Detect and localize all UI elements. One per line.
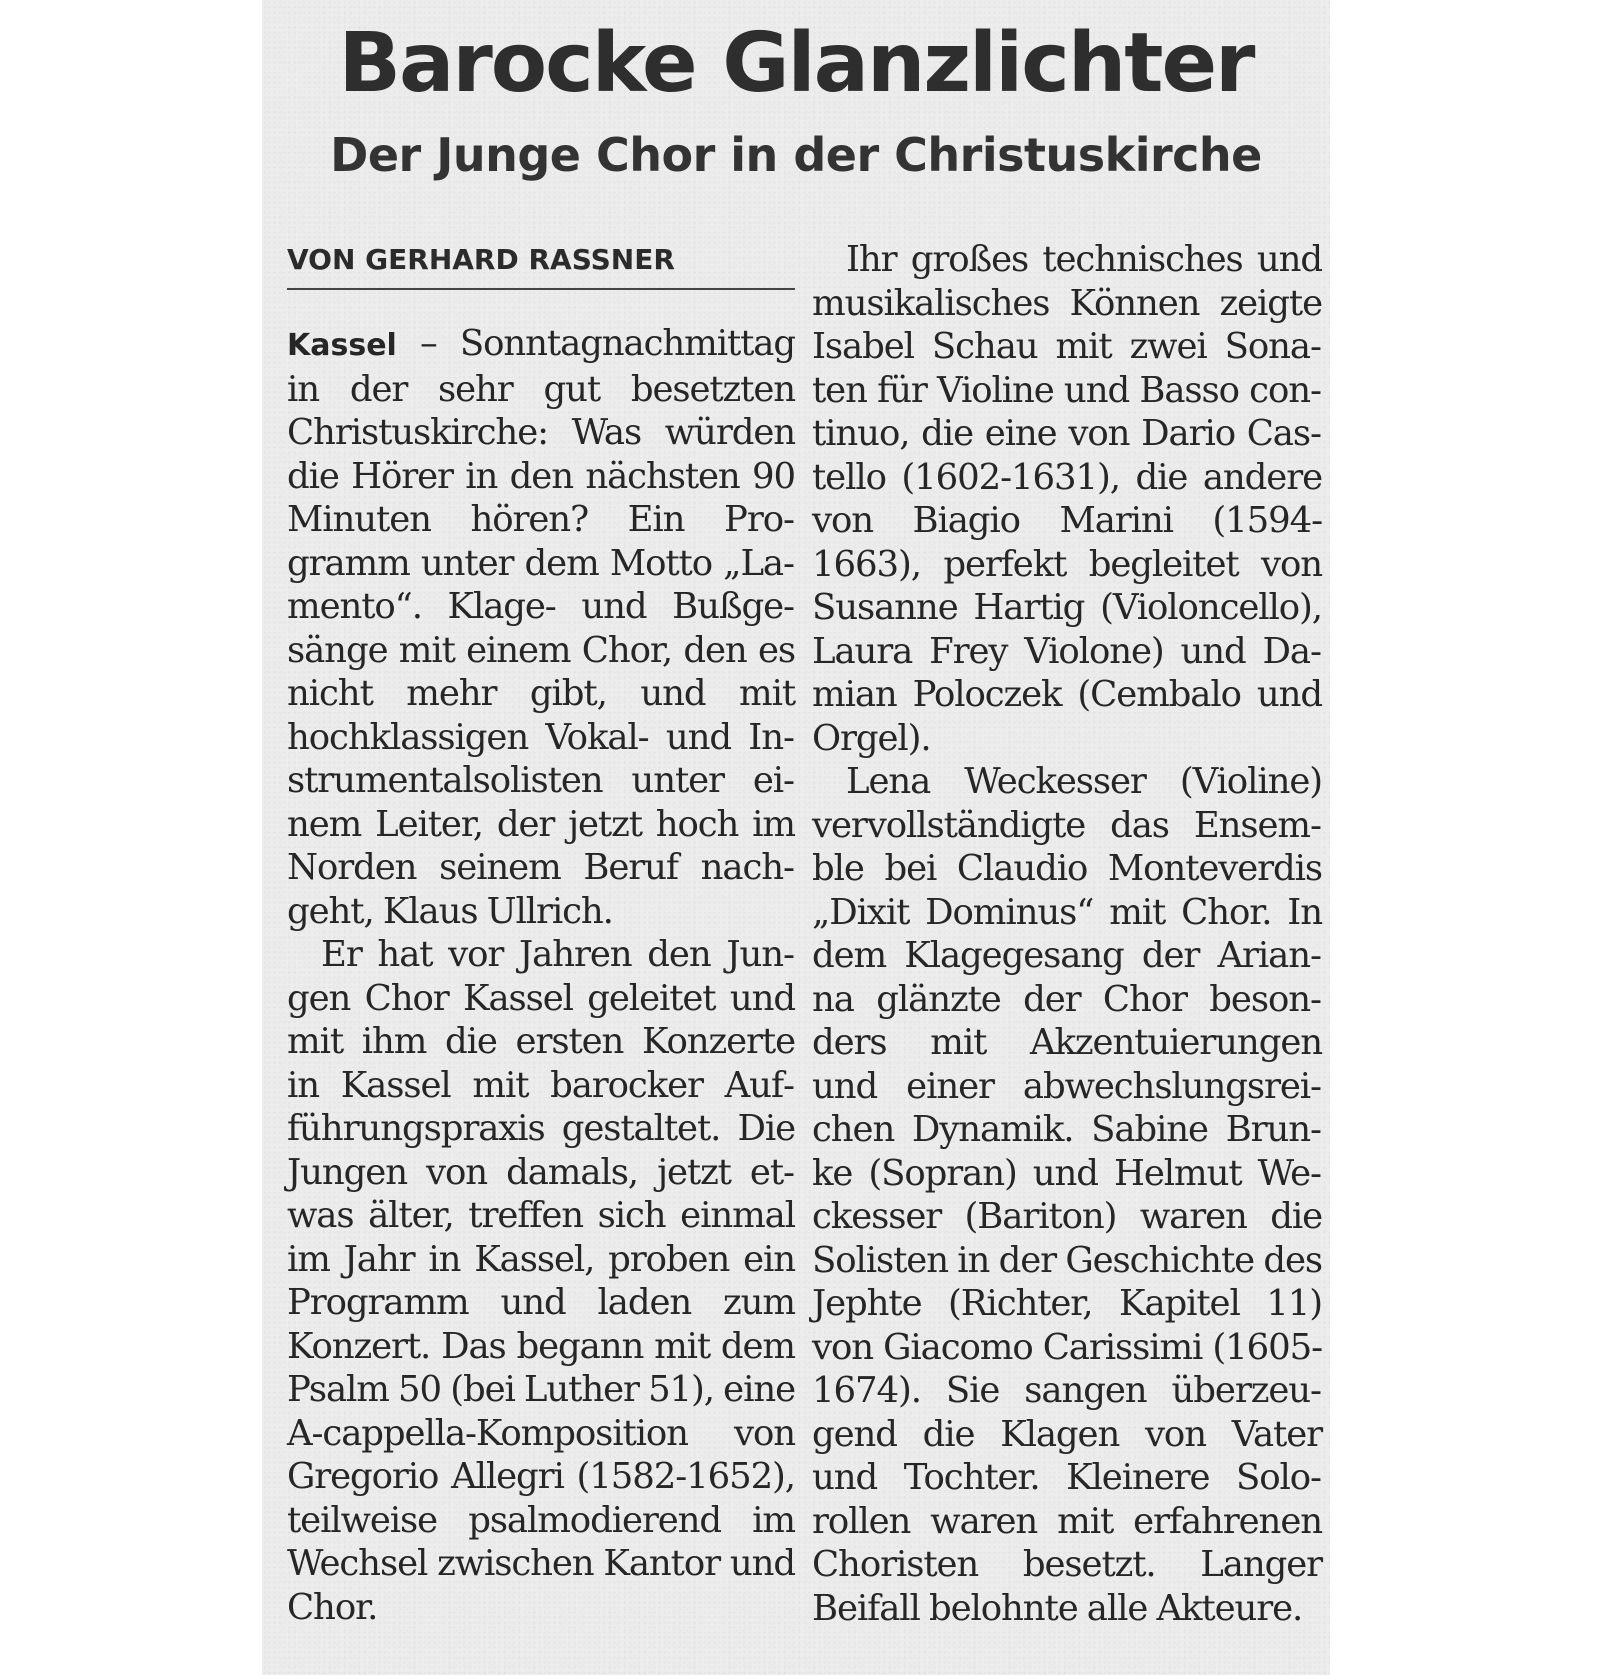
article-headline: Barocke Glanzlichter: [338, 16, 1254, 111]
article-dateline: Kassel: [287, 328, 397, 363]
article-paragraph-2: Er hat vor Jahren den Jungen Chor Kassel geleitet und mit ihm die ersten Konzerte in Kassel mit barocker Aufführungspraxis gestaltet. Die Jungen von damals, jetzt etwas älter, treffen sich einmal im Jahr in Kassel, proben ein Programm und laden zum Konzert. Das begann mit dem Psalm 50 (bei Luther 51), eine A-cappella-Komposition von Gregorio Allegri (1582-1652), teilweise psalmodierend im Wechsel zwischen Kantor und Chor.: [287, 934, 795, 1628]
article-subheadline: Der Junge Chor in der Christuskirche: [330, 128, 1262, 182]
article-column-right: [812, 238, 1322, 1630]
article-byline: VON GERHARD RASSNER: [287, 238, 795, 290]
article-paragraph-4: Lena Weckesser (Violine) vervollständigte das Ensemble bei Claudio Monteverdis „Dixit Dominus“ mit Chor. In dem Klagegesang der Arianna glänzte der Chor besonders mit Akzentuierungen und einer abwechslungsreichen Dynamik. Sabine Brunke (Sopran) und Helmut Weckesser (Bariton) waren die Solisten in der Geschichte des Jephte (Richter, Kapitel 11) von Giacomo Carissimi (1605-1674). Sie sangen überzeugend die Klagen von Vater und Tochter. Kleinere Solorollen waren mit erfahrenen Choristen besetzt. Langer Beifall belohnte alle Akteure.: [812, 761, 1322, 1629]
article-paragraph-1: [287, 322, 795, 933]
article-paragraph-1-text: Sonntagnachmittag in der sehr gut besetzten Christuskirche: Was würden die Hörer in den nächsten 90 Minuten hören? Ein Programm unter dem Motto „Lamento“. Klage- und Bußgesänge mit einem Chor, den es nicht mehr gibt, und mit hochklassigen Vokal- und Instrumentalsolisten unter einem Leiter, der jetzt hoch im Norden seinem Beruf nachgeht, Klaus Ullrich.: [287, 323, 795, 932]
article-column-left: [287, 238, 795, 1629]
newspaper-clipping: [262, 0, 1330, 1675]
article-paragraph-3: Ihr großes technisches und musikalisches Können zeigte Isabel Schau mit zwei Sonaten für Violine und Basso continuo, die eine von Dario Castello (1602-1631), die andere von Biagio Marini (1594-1663), perfekt begleitet von Susanne Hartig (Violoncello), Laura Frey Violone) und Damian Poloczek (Cembalo und Orgel).: [812, 239, 1322, 759]
dateline-dash: –: [396, 323, 460, 364]
